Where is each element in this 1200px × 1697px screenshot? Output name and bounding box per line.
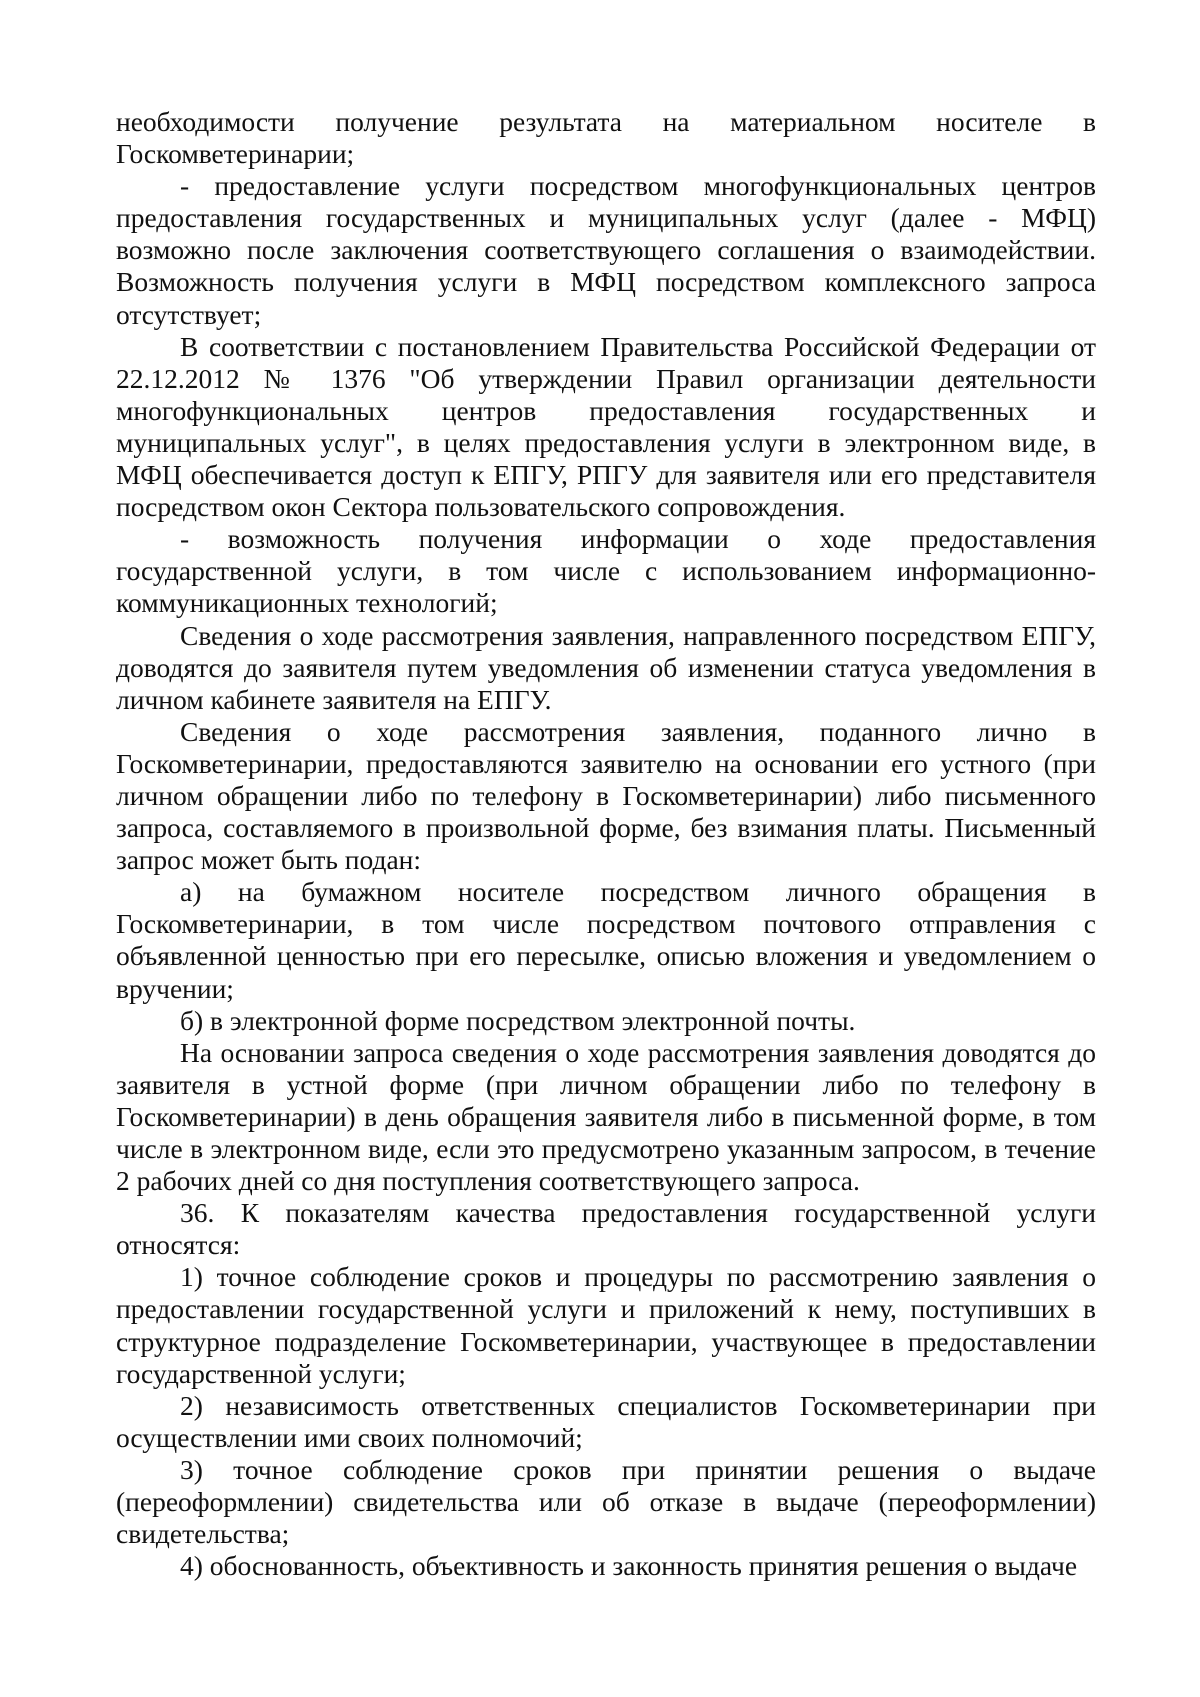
paragraph-epgu-status: Сведения о ходе рассмотрения заявления, направленного посредством ЕПГУ, доводятся до заявителя путем уведомления об изменении статуса уведомления в личном кабинете заявителя на ЕПГУ. <box>116 619 1096 715</box>
paragraph-section-36: 36. К показателям качества предоставления государственной услуги относятся: <box>116 1197 1096 1261</box>
paragraph-quality-3: 3) точное соблюдение сроков при принятии решения о выдаче (переоформлении) свидетельства или об отказе в выдаче (переоформлении) свидетельства; <box>116 1453 1096 1550</box>
paragraph-item-a: а) на бумажном носителе посредством личного обращения в Госкомветеринарии, в том числе посредством почтового отправления с объявленной ценностью при его пересылке, описью вложения и уведомлением о вручении; <box>116 876 1096 1004</box>
paragraph-government-resolution: В соответствии с постановлением Правительства Российской Федерации от 22.12.2012 № 1376 "Об утверждении Правил организации деятельности многофункциональных центров предоставления государственных и муниципальных услуг", в целях предоставления услуги в электронном виде, в МФЦ обеспечивается доступ к ЕПГУ, РПГУ для заявителя или его представителя посредством окон Сектора пользовательского сопровождения. <box>116 330 1096 523</box>
paragraph-quality-1: 1) точное соблюдение сроков и процедуры по рассмотрению заявления о предоставлении государственной услуги и приложений к нему, поступивших в структурное подразделение Госкомветеринарии, участвующее в предоставлении государственной услуги; <box>116 1261 1096 1389</box>
document-page <box>116 106 1096 1582</box>
paragraph-quality-2: 2) независимость ответственных специалистов Госкомветеринарии при осуществлении ими своих полномочий; <box>116 1389 1096 1453</box>
paragraph-request-response: На основании запроса сведения о ходе рассмотрения заявления доводятся до заявителя в устной форме (при личном обращении либо по телефону в Госкомветеринарии) в день обращения заявителя либо в письменной форме, в том числе в электронном виде, если это предусмотрено указанным запросом, в течение 2 рабочих дней со дня поступления соответствующего запроса. <box>116 1036 1096 1197</box>
paragraph-item-b: б) в электронной форме посредством электронной почты. <box>180 1004 856 1036</box>
paragraph-continuation: необходимости получение результата на материальном носителе в Госкомветеринарии; <box>116 106 1096 170</box>
paragraph-personal-request: Сведения о ходе рассмотрения заявления, поданного лично в Госкомветеринарии, предоставляются заявителю на основании его устного (при личном обращении либо по телефону в Госкомветеринарии) либо письменного запроса, составляемого в произвольной форме, без взимания платы. Письменный запрос может быть подан: <box>116 715 1096 876</box>
paragraph-mfc-service: - предоставление услуги посредством многофункциональных центров предоставления государственных и муниципальных услуг (далее - МФЦ) возможно после заключения соответствующего соглашения о взаимодействии. Возможность получения услуги в МФЦ посредством комплексного запроса отсутствует; <box>116 170 1096 330</box>
paragraph-progress-info: - возможность получения информации о ходе предоставления государственной услуги, в том числе с использованием информационно-коммуникационных технологий; <box>116 523 1096 619</box>
paragraph-quality-4: 4) обоснованность, объективность и законность принятия решения о выдаче <box>180 1550 1078 1582</box>
